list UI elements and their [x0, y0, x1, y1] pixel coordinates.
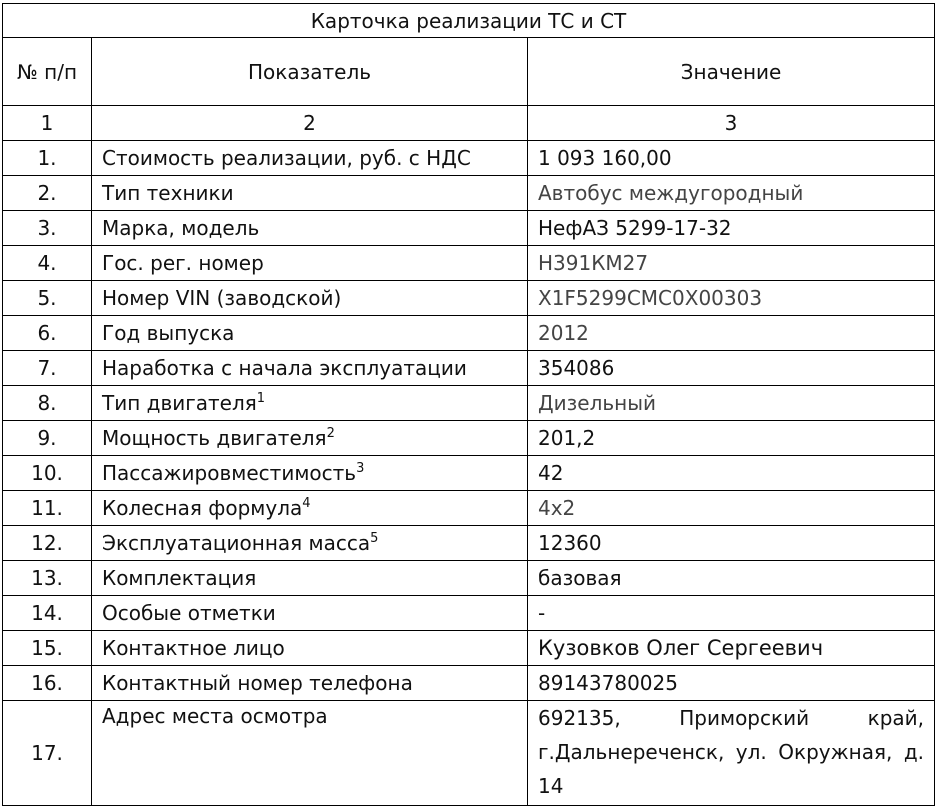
row-number: 16.	[3, 666, 92, 701]
row-number: 5.	[3, 281, 92, 316]
row-label: Стоимость реализации, руб. с НДС	[92, 141, 528, 176]
row-label: Эксплуатационная масса$^5$	[92, 526, 528, 561]
table-row	[3, 596, 935, 631]
row-number: 8.	[3, 386, 92, 421]
table-row	[3, 631, 935, 666]
row-number: 14.	[3, 596, 92, 631]
row-value: 201,2	[528, 421, 935, 456]
row-label: Год выпуска	[92, 316, 528, 351]
header-value: Значение	[528, 38, 935, 106]
sale-card-table	[2, 3, 935, 806]
column-number-row	[3, 106, 935, 141]
row-label: Тип двигателя$^1$	[92, 386, 528, 421]
table-row	[3, 386, 935, 421]
row-number: 11.	[3, 491, 92, 526]
footnote-mark: 4	[302, 496, 311, 511]
table-row	[3, 176, 935, 211]
table-row	[3, 421, 935, 456]
title-row	[3, 4, 935, 38]
footnote-mark: 3	[356, 461, 365, 476]
table-row	[3, 351, 935, 386]
row-value: 4х2	[528, 491, 935, 526]
column-number: 2	[92, 106, 528, 141]
footnote-mark: 2	[326, 426, 335, 441]
row-label: Мощность двигателя$^2$	[92, 421, 528, 456]
table-row	[3, 526, 935, 561]
table-row	[3, 456, 935, 491]
header-indicator: Показатель	[92, 38, 528, 106]
table-row	[3, 316, 935, 351]
row-number: 13.	[3, 561, 92, 596]
address-value: 692135, Приморский край, г.Дальнереченск, ул. Окружная, д. 14	[528, 701, 935, 806]
column-number: 3	[528, 106, 935, 141]
row-number: 15.	[3, 631, 92, 666]
table-row	[3, 561, 935, 596]
row-label: Номер VIN (заводской)	[92, 281, 528, 316]
row-value: 42	[528, 456, 935, 491]
row-label: Особые отметки	[92, 596, 528, 631]
row-number: 1.	[3, 141, 92, 176]
row-value: НефАЗ 5299-17-32	[528, 211, 935, 246]
row-label: Адрес места осмотра	[92, 701, 528, 806]
row-value: -	[528, 596, 935, 631]
row-value: 89143780025	[528, 666, 935, 701]
row-label: Гос. рег. номер	[92, 246, 528, 281]
table-row	[3, 246, 935, 281]
row-label: Контактное лицо	[92, 631, 528, 666]
row-value: 12360	[528, 526, 935, 561]
table-row	[3, 666, 935, 701]
footnote-mark: 5	[370, 531, 379, 546]
row-label: Колесная формула$^4$	[92, 491, 528, 526]
row-value: 1 093 160,00	[528, 141, 935, 176]
row-number: 17.	[3, 701, 92, 806]
row-value: базовая	[528, 561, 935, 596]
row-label: Контактный номер телефона	[92, 666, 528, 701]
table-title: Карточка реализации ТС и СТ	[3, 4, 935, 38]
row-value: Автобус междугородный	[528, 176, 935, 211]
row-value: 354086	[528, 351, 935, 386]
table-row	[3, 491, 935, 526]
row-value: X1F5299CMC0X00303	[528, 281, 935, 316]
row-number: 10.	[3, 456, 92, 491]
row-value: Н391КМ27	[528, 246, 935, 281]
column-number: 1	[3, 106, 92, 141]
header-row	[3, 38, 935, 106]
row-label: Пассажировместимость$^3$	[92, 456, 528, 491]
row-value: Дизельный	[528, 386, 935, 421]
row-label: Тип техники	[92, 176, 528, 211]
row-number: 3.	[3, 211, 92, 246]
table-row	[3, 141, 935, 176]
row-number: 6.	[3, 316, 92, 351]
row-number: 12.	[3, 526, 92, 561]
address-row	[3, 701, 935, 806]
row-label: Наработка с начала эксплуатации	[92, 351, 528, 386]
footnote-mark: 1	[256, 391, 266, 406]
row-number: 9.	[3, 421, 92, 456]
row-value: Кузовков Олег Сергеевич	[528, 631, 935, 666]
table-row	[3, 211, 935, 246]
row-value: 2012	[528, 316, 935, 351]
header-num: № п/п	[3, 38, 92, 106]
row-label: Марка, модель	[92, 211, 528, 246]
table-row	[3, 281, 935, 316]
row-number: 7.	[3, 351, 92, 386]
row-number: 2.	[3, 176, 92, 211]
row-number: 4.	[3, 246, 92, 281]
row-label: Комплектация	[92, 561, 528, 596]
